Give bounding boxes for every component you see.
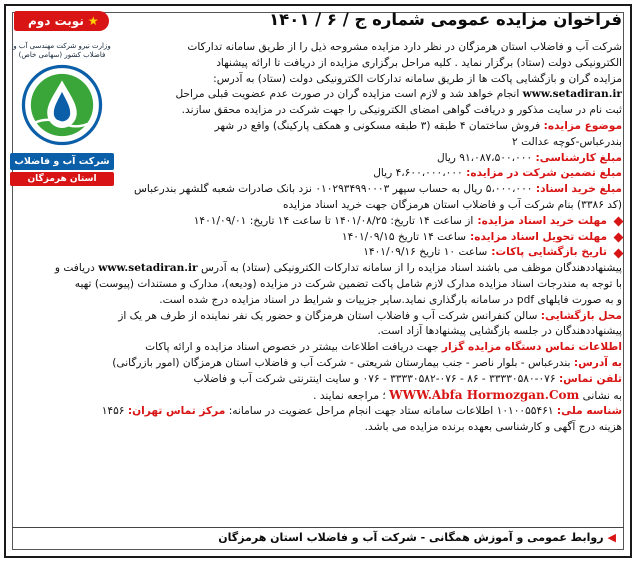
website-row: [14, 388, 622, 405]
round-badge-label: نوبت دوم: [28, 14, 84, 28]
address-label: به آدرس:: [573, 356, 622, 369]
bullet-icon: [614, 248, 624, 258]
bullet-icon: [614, 217, 624, 227]
website-link[interactable]: WWW.Abfa Hormozgan.Com: [389, 387, 580, 402]
intro-line-5: ثبت نام در سایت مذکور و دریافت گواهی امضای الکترونیکی را جهت شرکت در مزایده محقق سازند.: [181, 104, 622, 117]
website-prefix: به نشانی: [582, 389, 622, 402]
fee-note: هزینه درج آگهی و کارشناسی بعهده برنده مزایده می باشد.: [364, 421, 622, 434]
call-center-value: ۱۴۵۶: [101, 405, 125, 418]
deadline-buy-label: مهلت خرید اسناد مزایده:: [477, 214, 607, 227]
address-row: [14, 356, 622, 372]
phone-value: ۰۷۶-۳۳۳۳۰۵۸۰ - ۸۶ - ۰۷۶-۳۳۳۳۰۵۸۲ - ۰۷۶ و سایت اینترنتی شرکت آب و فاضلاب: [193, 372, 556, 385]
intro-line-4: [122, 87, 622, 103]
opening-value: ساعت ۱۰ تاریخ ۱۴۰۱/۰۹/۱۶: [363, 246, 488, 259]
national-id-row: [14, 404, 622, 420]
phone-row: [14, 372, 622, 388]
intro-line-1: شرکت آب و فاضلاب استان هرمزگان در نظر دارد مزایده مشروحه ذیل را از طریق سامانه تدارکات: [187, 41, 622, 53]
contact-label: اطلاعات تماس دستگاه مزایده گزار: [441, 341, 622, 354]
body-paragraph-3: و به صورت فایلهای pdf در سامانه بارگذاری نماید.سایر جزییات و شرایط در اسناد مزایده درج شده است.: [159, 293, 622, 306]
notice-footer: [12, 527, 624, 550]
notice-header: [14, 10, 622, 38]
address-value: بندرعباس - بلوار ناصر - جنب بیمارستان شریعتی - شرکت آب و فاضلاب استان هرمزگان (امور بازرگانی): [112, 356, 571, 369]
contact-row: [14, 340, 622, 356]
opening-label: تاریخ بازگشایی پاکات:: [491, 246, 607, 259]
expert-price-row: [122, 151, 622, 167]
body-p1-text: پیشنهاددهندگان موظف می باشند اسناد مزایده را از سامانه تدارکات الکترونیکی (ستاد) به آدرس: [200, 262, 622, 275]
intro-line-3: مزایده گران و بازگشایی پاکت ها از طریق سامانه تدارکات الکترونیکی دولت (ستاد) به آدرس:: [213, 72, 622, 85]
expert-price-value: ۹۱،۰۸۷،۵۰۰،۰۰۰ ریال: [436, 151, 533, 164]
national-id-label: شناسه ملی:: [556, 405, 622, 418]
round-badge: [14, 11, 109, 31]
call-center-label: مرکز تماس تهران:: [127, 405, 226, 418]
deadline-submit-value: ساعت ۱۴ تاریخ ۱۴۰۱/۰۹/۱۵: [341, 230, 466, 243]
contact-value: جهت دریافت اطلاعات بیشتر در خصوص اسناد مزایده و ارائه پاکات: [145, 341, 439, 354]
body-paragraph-1: [14, 261, 622, 277]
deadline-submit-label: مهلت تحویل اسناد مزایده:: [470, 230, 607, 243]
star-icon: ★: [87, 14, 99, 28]
guarantee-value: ۴،۶۰۰،۰۰۰،۰۰۰ ریال: [373, 167, 463, 180]
phone-label: تلفن تماس:: [558, 372, 622, 385]
deadline-buy-value: از ساعت ۱۴ تاریخ: ۱۴۰۱/۰۸/۲۵ تا ساعت ۱۴ تاریخ: ۱۴۰۱/۰۹/۰۱: [193, 214, 474, 227]
body-paragraph-2: با توجه به مندرجات اسناد مزایده مدارک لازم شامل پاکت تضمین شرکت در مزایده (ودیعه)، مدارک و مستندات (پیوست) تهیه: [74, 277, 622, 290]
website-suffix: ؛ مراجعه نمایند .: [313, 389, 386, 402]
setad-site-link[interactable]: www.setadiran.ir: [522, 88, 622, 101]
company-brand-label: شرکت آب و فاضلاب: [10, 153, 114, 170]
opening-place-row-2: پیشنهاددهندگان در جلسه بازگشایی پیشنهادها آزاد است.: [377, 325, 622, 338]
subject-value: فروش ساختمان ۴ طبقه (۳ طبقه مسکونی و همکف پارکینگ) واقع در شهر: [214, 119, 541, 132]
ministry-caption: وزارت نیرو شرکت مهندسی آب و فاضلاب کشور (سهامی خاص): [13, 42, 111, 59]
purchase-label: مبلغ خرید اسناد:: [535, 183, 622, 196]
bullet-icon: [614, 233, 624, 243]
tender-notice: [4, 4, 632, 558]
purchase-value: ۵،۰۰۰،۰۰۰ ریال به حساب سپهر ۰۱۰۲۹۳۴۹۹۰۰۰۳ نزد بانک صادرات شعبه گلشهر بندرعباس: [133, 183, 533, 196]
purchase-row-2: (کد ۳۳۸۶) بنام شرکت آب و فاضلاب استان هرمزگان جهت خرید اسناد مزایده: [282, 198, 622, 211]
deadline-buy-row: [14, 214, 622, 230]
opening-place-value: سالن کنفرانس شرکت آب و فاضلاب استان هرمزگان و حضور یک نفر نماینده از طرف هر یک از: [118, 309, 538, 322]
notice-body: [14, 40, 622, 436]
opening-place-row: [14, 309, 622, 325]
opening-place-label: محل بازگشایی:: [540, 309, 622, 322]
setad-site-link-2[interactable]: www.setadiran.ir: [98, 262, 198, 275]
body-p1-end: دریافت و: [54, 262, 95, 275]
subject-row-2: بندرعباس-کوچه عدالت ۲: [512, 135, 622, 148]
expert-price-label: مبلغ کارشناسی:: [535, 151, 622, 164]
intro-line-2: الکترونیکی دولت (ستاد) برگزار نماید . کلیه مراحل برگزاری مزایده از دریافت تا ارائه پیشنهاد: [216, 56, 622, 69]
footer-credit-text: روابط عمومی و آموزش همگانی - شرکت آب و فاضلاب استان هرمزگان: [218, 531, 604, 544]
company-province-label: استان هرمزگان: [10, 172, 114, 186]
guarantee-row: [122, 166, 622, 182]
notice-title: فراخوان مزایده عمومی شماره ج / ۶ / ۱۴۰۱: [269, 10, 622, 29]
national-id-value: ۱۰۱۰۰۵۵۴۶۱ اطلاعات سامانه ستاد جهت انجام مراحل عضویت در سامانه:: [228, 405, 554, 418]
purchase-row: [14, 182, 622, 198]
guarantee-label: مبلغ تضمین شرکت در مزایده:: [466, 167, 622, 180]
arrow-icon: ◀: [607, 531, 616, 544]
intro-line-4-text: انجام خواهد شد و لازم است مزایده گران در صورت عدم عضویت قبلی مراحل: [175, 88, 520, 101]
subject-label: موضوع مزایده:: [543, 119, 622, 132]
subject-row: [122, 119, 622, 135]
opening-row: [14, 245, 622, 261]
footer-credit: [218, 531, 616, 544]
deadline-submit-row: [14, 230, 622, 246]
